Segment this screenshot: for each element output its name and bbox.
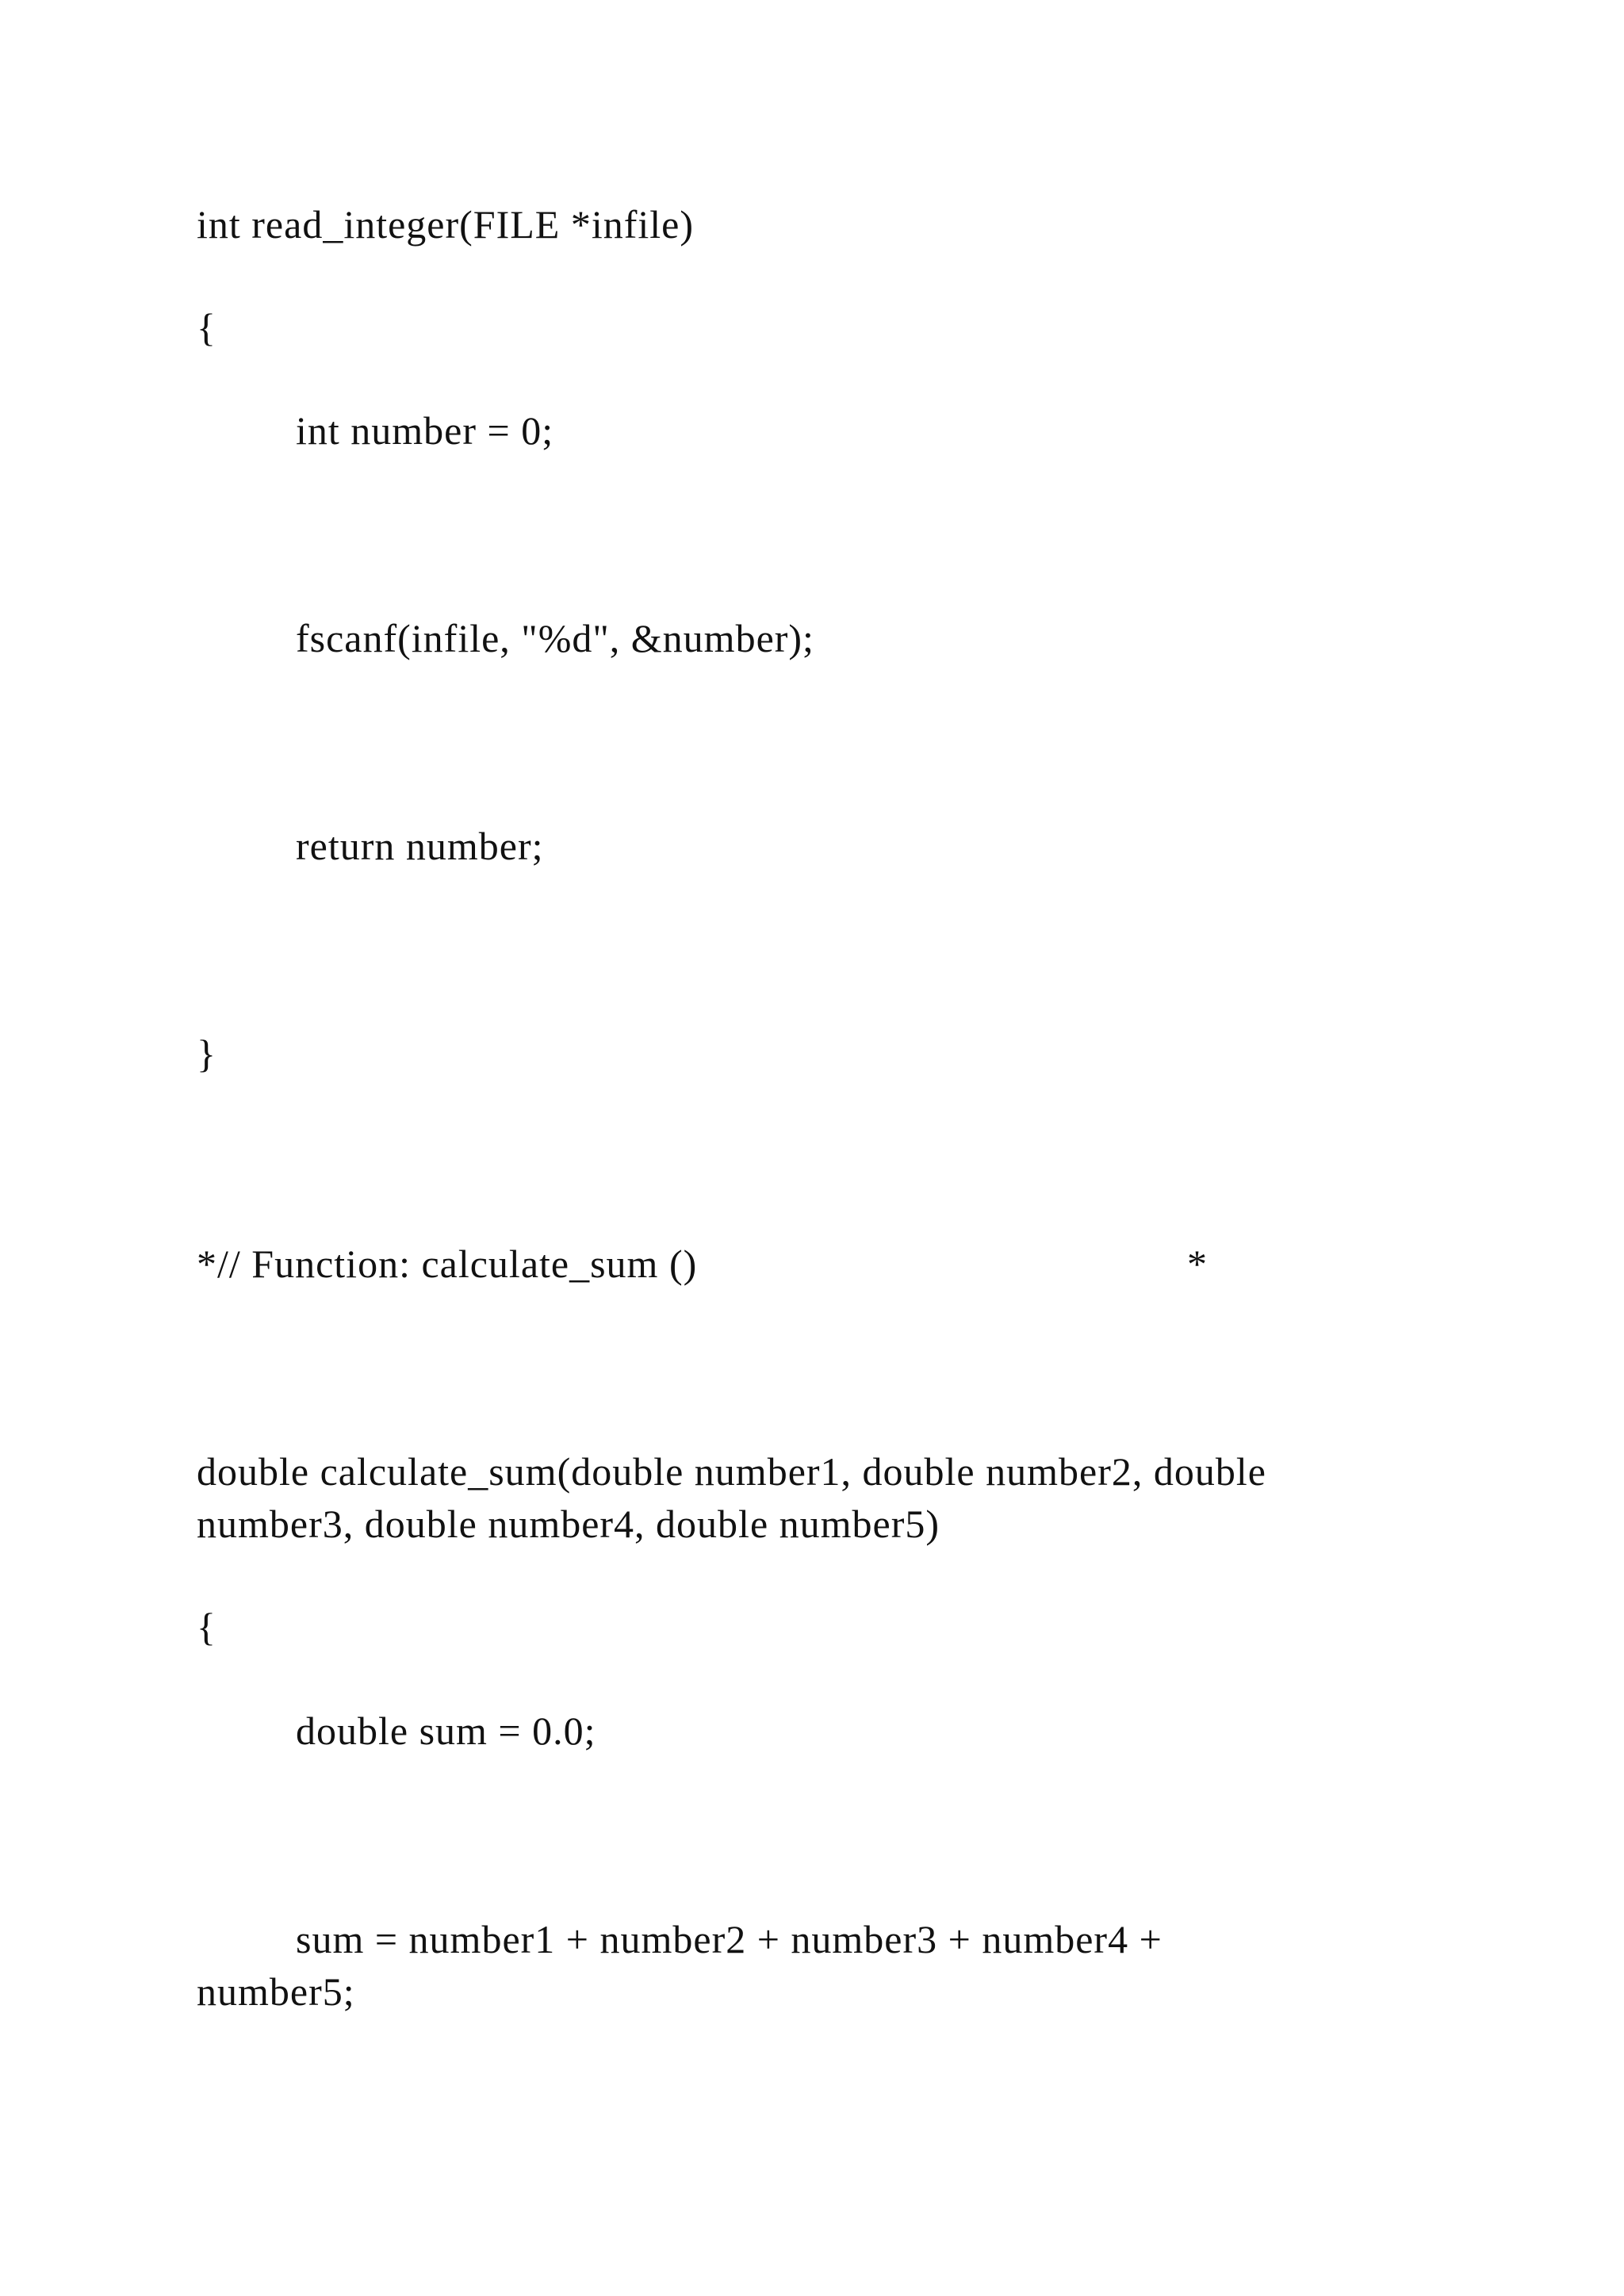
code-line-sum-expression-1: sum = number1 + number2 + number3 + number4 +: [296, 1917, 1162, 1961]
comment-function-header: *// Function: calculate_sum (): [197, 1242, 698, 1286]
code-line-function-signature: int read_integer(FILE *infile): [197, 202, 694, 247]
code-line-close-brace: }: [197, 1031, 216, 1076]
code-line-declare-sum: double sum = 0.0;: [296, 1709, 596, 1753]
code-line-sum-expression-2: number5;: [197, 1969, 355, 2014]
code-line-open-brace: {: [197, 305, 216, 350]
code-line-declare-number: int number = 0;: [296, 408, 554, 453]
code-line-return: return number;: [296, 824, 544, 868]
code-line-calc-signature-2: number3, double number4, double number5): [197, 1502, 940, 1546]
code-line-open-brace-2: {: [197, 1605, 216, 1649]
code-line-fscanf: fscanf(infile, "%d", &number);: [296, 616, 814, 660]
comment-trailing-star: *: [1187, 1242, 1207, 1286]
code-line-calc-signature-1: double calculate_sum(double number1, double number2, double: [197, 1449, 1266, 1494]
